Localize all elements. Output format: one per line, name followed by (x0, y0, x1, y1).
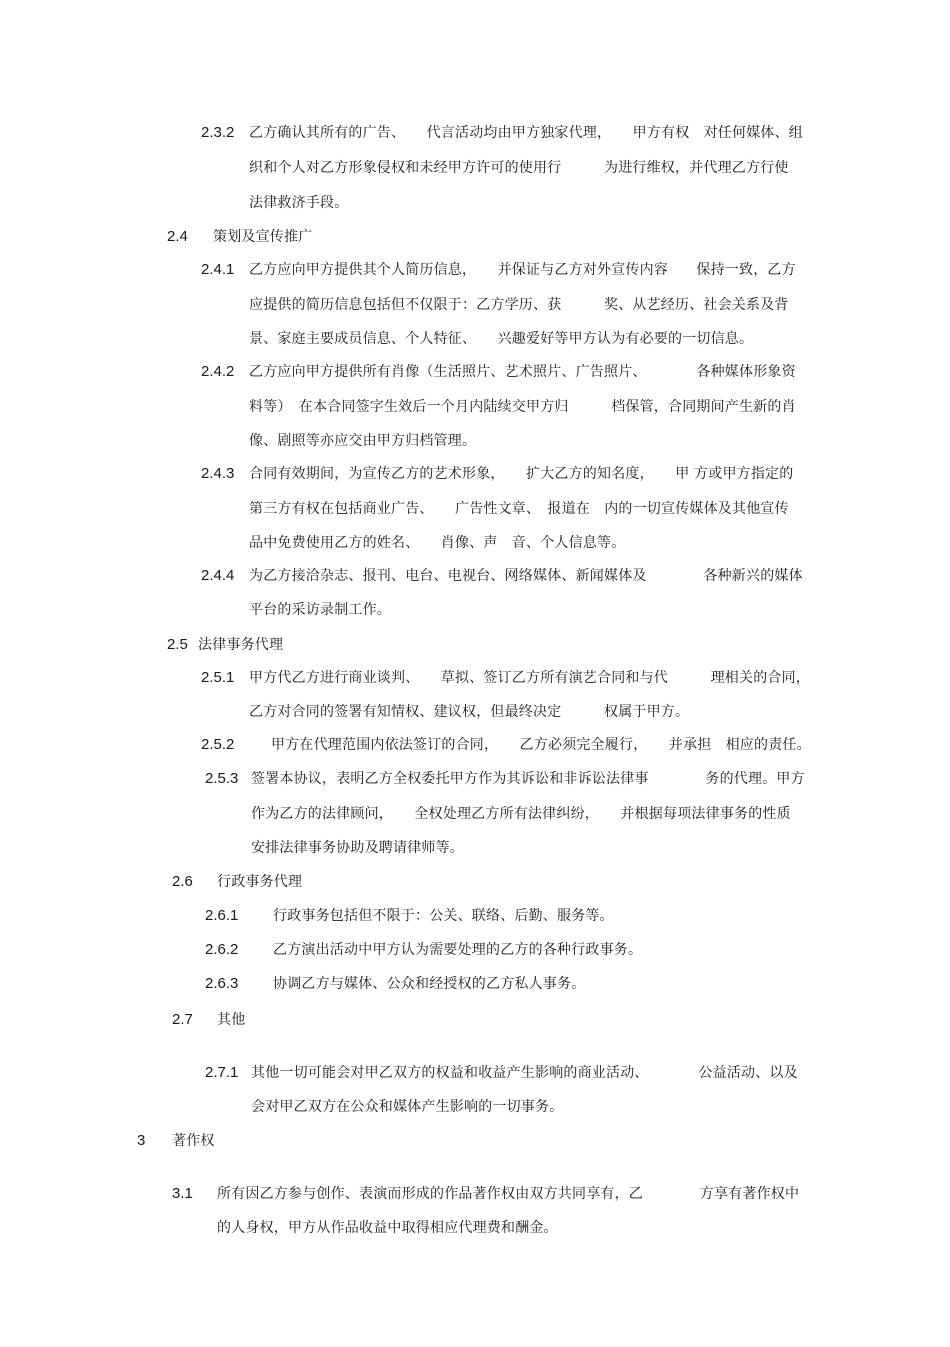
clause-text-line: 平台的采访录制工作。 (249, 602, 391, 618)
clause-number: 2.7.1 (205, 1064, 239, 1081)
section-number: 2.7 (172, 1011, 193, 1028)
clause-number: 2.5.3 (205, 770, 239, 787)
section-number: 3 (137, 1132, 146, 1149)
clause-text-line: 甲方代乙方进行商业谈判、 草拟、签订乙方所有演艺合同和与代 理相关的合同， (249, 670, 810, 686)
clause-number: 2.4.2 (201, 363, 235, 380)
clause-text-line: 所有因乙方参与创作、表演而形成的作品著作权由双方共同享有，乙 方享有著作权中 (217, 1186, 800, 1202)
clause-number: 2.4.3 (201, 465, 235, 482)
clause-text-line: 为乙方接洽杂志、报刊、电台、电视台、网络媒体、新闻媒体及 各种新兴的媒体 (249, 568, 803, 584)
clause-text-line: 法律救济手段。 (249, 195, 349, 211)
section-title: 策划及宣传推广 (213, 229, 313, 245)
clause-text-line: 乙方演出活动中甲方认为需要处理的乙方的各种行政事务。 (273, 942, 643, 958)
clause-text-line: 应提供的简历信息包括但不仅限于：乙方学历、获 奖、从艺经历、社会关系及背 (249, 297, 789, 313)
clause-text-line: 乙方确认其所有的广告、 代言活动均由甲方独家代理， 甲方有权 对任何媒体、组 (249, 125, 803, 141)
clause-text-line: 签署本协议，表明乙方全权委托甲方作为其诉讼和非诉讼法律事 务的代理。甲方 (251, 771, 805, 787)
clause-number: 2.4.4 (201, 567, 235, 584)
clause-text-line: 行政事务包括但不限于：公关、联络、后勤、服务等。 (273, 908, 614, 924)
clause-text-line: 乙方对合同的签署有知情权、建议权，但最终决定 权属于甲方。 (249, 704, 690, 720)
clause-number: 3.1 (172, 1185, 193, 1202)
section-number: 2.4 (167, 228, 188, 245)
section-title: 法律事务代理 (198, 637, 284, 653)
clause-number: 2.4.1 (201, 261, 235, 278)
clause-text-line: 第三方有权在包括商业广告、 广告性文章、 报道在 内的一切宣传媒体及其他宣传 (249, 501, 789, 517)
clause-text-line: 品中免费使用乙方的姓名、 肖像、声 音、个人信息等。 (249, 535, 626, 551)
clause-text-line: 其他一切可能会对甲乙双方的权益和收益产生影响的商业活动、 公益活动、以及 (251, 1065, 798, 1081)
clause-text-line: 作为乙方的法律顾问， 全权处理乙方所有法律纠纷， 并根据每项法律事务的性质 (251, 806, 791, 822)
clause-text-line: 的人身权，甲方从作品收益中取得相应代理费和酬金。 (217, 1220, 558, 1236)
clause-text-line: 料等） 在本合同签字生效后一个月内陆续交甲方归 档保管，合同期间产生新的肖 (249, 399, 796, 415)
clause-number: 2.5.2 (201, 736, 235, 753)
clause-text-line: 乙方应向甲方提供所有肖像（生活照片、艺术照片、广告照片、 各种媒体形象资 (249, 364, 796, 380)
clause-text-line: 织和个人对乙方形象侵权和未经甲方许可的使用行 为进行维权，并代理乙方行使 (249, 160, 789, 176)
clause-number: 2.6.1 (205, 907, 239, 924)
clause-number: 2.5.1 (201, 669, 235, 686)
clause-text-line: 会对甲乙双方在公众和媒体产生影响的一切事务。 (251, 1099, 564, 1115)
section-number: 2.5 (167, 636, 188, 653)
section-title: 其他 (217, 1012, 246, 1028)
clause-number: 2.6.2 (205, 941, 239, 958)
clause-text-line: 安排法律事务协助及聘请律师等。 (251, 840, 464, 856)
clause-number: 2.3.2 (201, 124, 235, 141)
clause-text-line: 协调乙方与媒体、公众和经授权的乙方私人事务。 (273, 976, 586, 992)
clause-text-line: 合同有效期间，为宣传乙方的艺术形象， 扩大乙方的知名度， 甲 方或甲方指定的 (249, 466, 794, 482)
clause-number: 2.6.3 (205, 975, 239, 992)
section-title: 著作权 (172, 1133, 215, 1149)
clause-text-line: 乙方应向甲方提供其个人简历信息， 并保证与乙方对外宣传内容 保持一致，乙方 (249, 262, 796, 278)
clause-text-line: 像、剧照等亦应交由甲方归档管理。 (249, 433, 477, 449)
clause-text-line: 景、家庭主要成员信息、个人特征、 兴趣爱好等甲方认为有必要的一切信息。 (249, 331, 754, 347)
clause-text-line: 甲方在代理范围内依法签订的合同， 乙方必须完全履行， 并承担 相应的责任。 (271, 737, 811, 753)
section-title: 行政事务代理 (217, 874, 303, 890)
section-number: 2.6 (172, 873, 193, 890)
